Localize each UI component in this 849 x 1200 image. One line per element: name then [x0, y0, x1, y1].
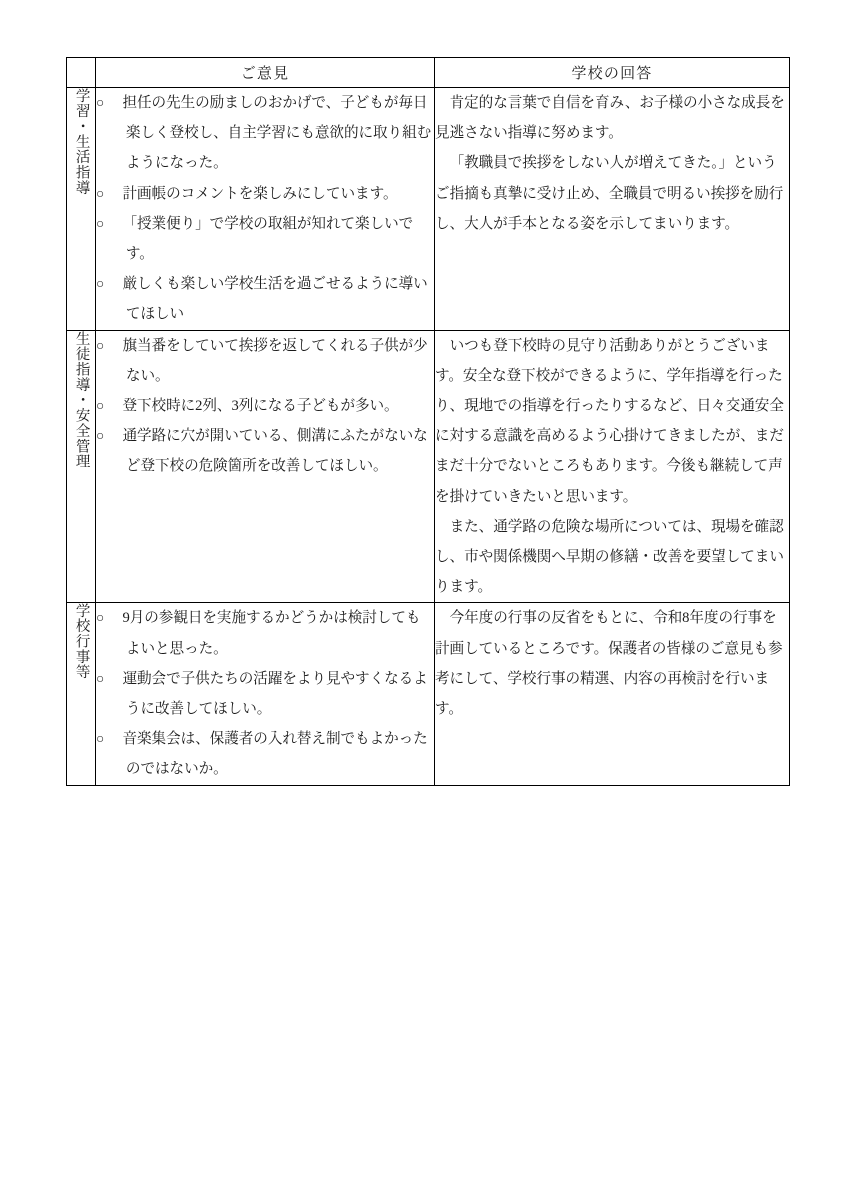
list-item [96, 724, 434, 784]
column-header-response: 学校の回答 [435, 58, 790, 88]
column-header-opinion: ご意見 [96, 58, 435, 88]
list-item [96, 209, 434, 269]
response-paragraph: また、通学路の危険な場所については、現場を確認し、市や関係機関へ早期の修繕・改善を要望してまいります。 [435, 518, 784, 596]
category-label: 学校行事等 [73, 603, 90, 681]
opinion-text: 音楽集会は、保護者の入れ替え制でもよかったのではないか。 [122, 731, 428, 778]
response-paragraph: 肯定的な言葉で自信を育み、お子様の小さな成長を見逃さない指導に努めます。 [435, 95, 785, 142]
response-cell [435, 603, 790, 785]
list-item [96, 421, 434, 481]
opinion-text: 計画帳のコメントを楽しみにしています。 [122, 185, 398, 202]
opinion-list [96, 603, 434, 784]
table-row [67, 330, 790, 603]
opinion-text: 登下校時に2列、3列になる子どもが多い。 [122, 398, 399, 415]
bullet-circle-icon: ○ [96, 731, 105, 747]
opinion-text: 9月の参観日を実施するかどうかは検討してもよいと思った。 [122, 610, 421, 657]
list-item [96, 179, 434, 209]
bullet-circle-icon: ○ [96, 276, 105, 292]
category-cell-school-events [67, 603, 96, 785]
opinion-text: 旗当番をしていて挨拶を返してくれる子供が少ない。 [122, 337, 428, 384]
opinion-text: 運動会で子供たちの活躍をより見やすくなるように改善してほしい。 [122, 670, 428, 718]
response-text [435, 603, 789, 724]
opinion-list [96, 331, 434, 482]
category-cell-learning-guidance [67, 88, 96, 331]
feedback-response-table [66, 57, 790, 786]
opinion-cell [96, 88, 435, 331]
list-item [96, 391, 434, 421]
list-item [96, 88, 434, 179]
response-text [435, 331, 789, 603]
response-text [435, 88, 789, 239]
response-paragraph: いつも登下校時の見守り活動ありがとうございます。安全な登下校ができるように、学年指導を行ったり、現地での指導を行ったりするなど、日々交通安全に対する意識を高めるよう心掛けてきましたが、まだまだ十分でないところもあります。今後も継続して声を掛けていきたいと思います。 [435, 337, 784, 505]
bullet-circle-icon: ○ [96, 670, 105, 686]
list-item [96, 603, 434, 663]
opinion-text: 通学路に穴が開いている、側溝にふたがないなど登下校の危険箇所を改善してほしい。 [122, 428, 428, 475]
bullet-circle-icon: ○ [96, 610, 105, 626]
bullet-circle-icon: ○ [96, 185, 105, 201]
response-cell [435, 330, 790, 603]
table-row [67, 603, 790, 785]
list-item [96, 664, 434, 724]
response-paragraph: 「教職員で挨拶をしない人が増えてきた。」というご指摘も真摯に受け止め、全職員で明るい挨拶を励行し、大人が手本となる姿を示してまいります。 [435, 155, 784, 232]
table-row [67, 88, 790, 331]
category-cell-student-safety [67, 330, 96, 603]
category-label: 学習・生活指導 [73, 88, 90, 196]
bullet-circle-icon: ○ [96, 337, 105, 353]
opinion-text: 「授業便り」で学校の取組が知れて楽しいです。 [122, 215, 414, 263]
category-label: 生徒指導・安全管理 [73, 330, 90, 469]
table-header-row [67, 58, 790, 88]
column-header-category [67, 58, 96, 88]
bullet-circle-icon: ○ [96, 428, 105, 444]
bullet-circle-icon: ○ [96, 95, 105, 110]
opinion-cell [96, 330, 435, 603]
response-cell [435, 88, 790, 331]
bullet-circle-icon: ○ [96, 398, 105, 414]
list-item [96, 331, 434, 391]
response-paragraph: 今年度の行事の反省をもとに、令和8年度の行事を計画しているところです。保護者の皆様のご意見も参考にして、学校行事の精選、内容の再検討を行います。 [435, 610, 783, 718]
opinion-text: 担任の先生の励ましのおかげで、子どもが毎日楽しく登校し、自主学習にも意欲的に取り組むようになった。 [122, 95, 432, 172]
bullet-circle-icon: ○ [96, 215, 105, 231]
opinion-text: 厳しくも楽しい学校生活を過ごせるように導いてほしい [122, 276, 428, 323]
opinion-cell [96, 603, 435, 785]
opinion-list [96, 88, 434, 330]
list-item [96, 269, 434, 329]
